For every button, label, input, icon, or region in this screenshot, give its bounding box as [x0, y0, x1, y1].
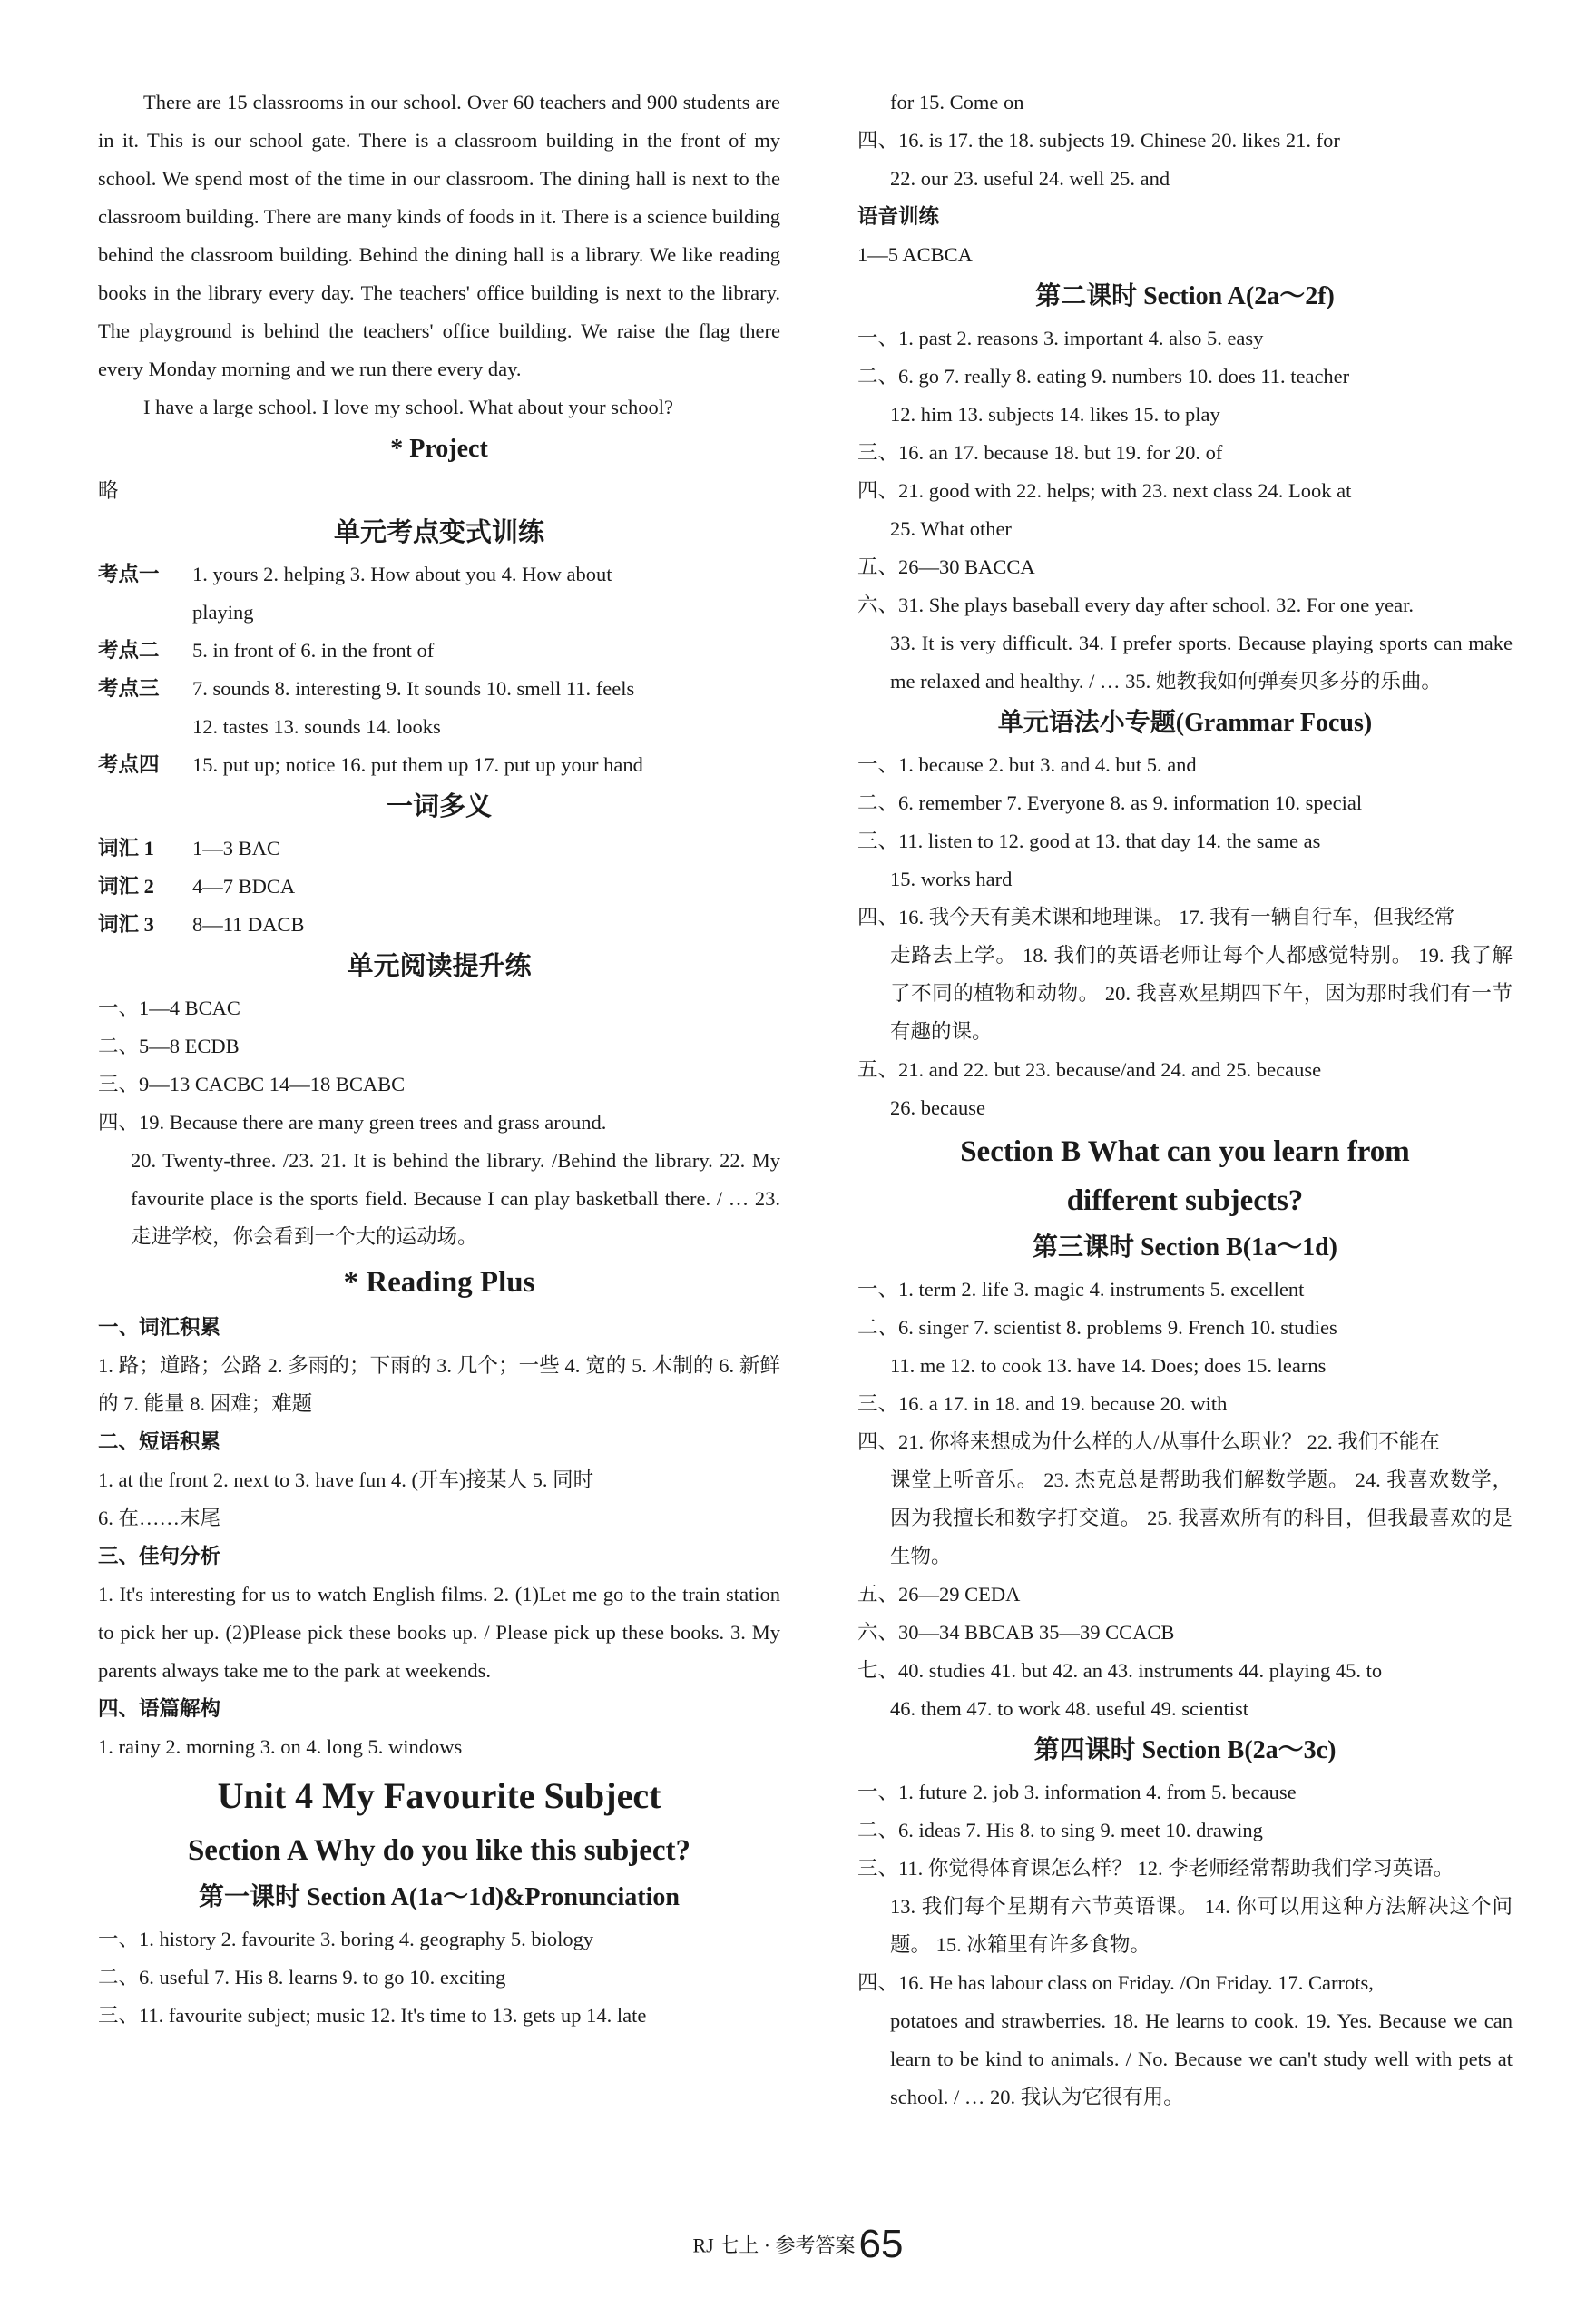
section-b-title: Section B What can you learn from	[960, 1135, 1410, 1168]
answer-line: 六、31. She plays baseball every day after school. 32. For one year.	[857, 594, 1414, 616]
yici-row	[98, 830, 780, 868]
subsection-title: 二、短语积累	[98, 1430, 221, 1453]
yici-answer: 1—3 BAC	[192, 837, 280, 859]
answer-line: 26. because	[890, 1096, 985, 1119]
kaodian-line: 15. put up; notice 16. put them up 17. put up your hand	[192, 753, 643, 776]
answer-line: 一、1—4 BCAC	[98, 997, 240, 1019]
answer-line: 五、21. and 22. but 23. because/and 24. and 25. because	[857, 1058, 1322, 1081]
answer-line: 七、40. studies 41. but 42. an 43. instruments 44. playing 45. to	[857, 1659, 1383, 1682]
answer-line: 三、11. favourite subject; music 12. It's time to 13. gets up 14. late	[98, 2004, 647, 2027]
answer-paragraph: 1. 路；道路；公路 2. 多雨的；下雨的 3. 几个；一些 4. 宽的 5. 木制的 6. 新鲜的 7. 能量 8. 困难；难题	[98, 1354, 780, 1415]
answer-paragraph: 走路去上学。 18. 我们的英语老师让每个人都感觉特别。 19. 我了解了不同的植物和动物。 20. 我喜欢星期四下午，因为那时我们有一节有趣的课。	[890, 944, 1513, 1043]
essay-paragraph-2: I have a large school. I love my school. What about your school?	[143, 396, 674, 418]
answer-line: 五、26—30 BACCA	[857, 555, 1035, 578]
answer-line: 三、11. listen to 12. good at 13. that day 14. the same as	[857, 830, 1321, 852]
answer-line: 一、1. because 2. but 3. and 4. but 5. and	[857, 753, 1197, 776]
answer-line: 46. them 47. to work 48. useful 49. scientist	[890, 1697, 1248, 1720]
answer-paragraph: 20. Twenty-three. /23. 21. It is behind the library. /Behind the library. 22. My favourite place is the sports field. Because I can play basketball there. / … 23. 走进学校，你会看到一个大的运动场。	[131, 1149, 780, 1248]
answer-line: 四、16. 我今天有美术课和地理课。 17. 我有一辆自行车，但我经常	[857, 906, 1455, 928]
answer-line: 一、1. future 2. job 3. information 4. from 5. because	[857, 1781, 1297, 1803]
answer-line: 四、16. is 17. the 18. subjects 19. Chinese 20. likes 21. for	[857, 129, 1340, 152]
lesson-2-heading: 第二课时 Section A(2a～2f)	[1035, 282, 1335, 310]
yici-row	[98, 868, 780, 906]
kaodian-row	[98, 555, 780, 632]
yici-label: 词汇 3	[98, 913, 154, 936]
answer-line: 一、1. history 2. favourite 3. boring 4. geography 5. biology	[98, 1928, 594, 1950]
subsection-title: 语音训练	[857, 205, 940, 228]
right-column	[857, 83, 1513, 2116]
reading-plus-heading: * Reading Plus	[343, 1266, 535, 1299]
answer-paragraph: 课堂上听音乐。 23. 杰克总是帮助我们解数学题。 24. 我喜欢数学，因为我擅长和数字打交道。 25. 我喜欢所有的科目，但我最喜欢的是生物。	[890, 1468, 1513, 1567]
answer-line: 12. him 13. subjects 14. likes 15. to play	[890, 403, 1220, 426]
footer-label: RJ 七上 · 参考答案	[692, 2234, 856, 2257]
kaodian-row	[98, 670, 780, 746]
page-footer	[0, 2222, 1596, 2267]
yuedu-heading: 单元阅读提升练	[347, 952, 532, 981]
kaodian-label: 考点二	[98, 639, 160, 662]
answer-line: 五、26—29 CEDA	[857, 1583, 1021, 1606]
answer-line: 四、16. He has labour class on Friday. /On Friday. 17. Carrots,	[857, 1971, 1374, 1994]
kaodian-line: playing	[192, 601, 254, 624]
kaodian-heading: 单元考点变式训练	[333, 518, 544, 547]
answer-line: 二、6. useful 7. His 8. learns 9. to go 10. exciting	[98, 1966, 506, 1989]
kaodian-line: 12. tastes 13. sounds 14. looks	[192, 715, 441, 738]
left-column	[98, 83, 780, 2035]
section-b-title: different subjects?	[1066, 1184, 1304, 1217]
kaodian-row	[98, 746, 780, 784]
section-a-title: Section A Why do you like this subject?	[187, 1834, 691, 1867]
answer-line: 三、11. 你觉得体育课怎么样？ 12. 李老师经常帮助我们学习英语。	[857, 1857, 1454, 1880]
project-content: 略	[98, 479, 119, 502]
unit-title: Unit 4 My Favourite Subject	[217, 1775, 661, 1816]
answer-line: 二、6. singer 7. scientist 8. problems 9. French 10. studies	[857, 1316, 1337, 1339]
yici-answer: 4—7 BDCA	[192, 875, 296, 898]
kaodian-label: 考点三	[98, 677, 160, 700]
answer-line: 三、9—13 CACBC 14—18 BCABC	[98, 1073, 406, 1095]
answer-paragraph: potatoes and strawberries. 18. He learns to cook. 19. Yes. Because we can learn to be kind to animals. / No. Because we can't study well with pets at school. / … 20. 我认为它很有用。	[890, 2009, 1513, 2108]
answer-line: 三、16. an 17. because 18. but 19. for 20. of	[857, 441, 1223, 464]
grammar-heading: 单元语法小专题(Grammar Focus)	[997, 709, 1373, 737]
answer-line: 六、30—34 BBCAB 35—39 CCACB	[857, 1621, 1175, 1644]
kaodian-label: 考点一	[98, 563, 160, 585]
answer-line: 1. at the front 2. next to 3. have fun 4. (开车)接某人 5. 同时	[98, 1468, 594, 1491]
answer-line: 15. works hard	[890, 868, 1013, 890]
kaodian-line: 1. yours 2. helping 3. How about you 4. How about	[192, 563, 612, 585]
yici-row	[98, 906, 780, 944]
lesson-3-heading: 第三课时 Section B(1a～1d)	[1032, 1233, 1337, 1262]
answer-line: 22. our 23. useful 24. well 25. and	[890, 167, 1170, 190]
yici-label: 词汇 1	[98, 837, 154, 859]
answer-line: 二、6. ideas 7. His 8. to sing 9. meet 10. drawing	[857, 1819, 1263, 1841]
answer-line: 四、21. good with 22. helps; with 23. next class 24. Look at	[857, 479, 1352, 502]
answer-paragraph: 13. 我们每个星期有六节英语课。 14. 你可以用这种方法解决这个问题。 15. 冰箱里有许多食物。	[890, 1895, 1513, 1956]
answer-line: 1—5 ACBCA	[857, 243, 973, 266]
answer-line: 二、6. remember 7. Everyone 8. as 9. information 10. special	[857, 791, 1363, 814]
subsection-title: 一、词汇积累	[98, 1316, 221, 1339]
kaodian-line: 7. sounds 8. interesting 9. It sounds 10. smell 11. feels	[192, 677, 635, 700]
lesson-4-heading: 第四课时 Section B(2a～3c)	[1033, 1736, 1337, 1764]
essay-paragraph-1: There are 15 classrooms in our school. Over 60 teachers and 900 students are in it. This is our school gate. There is a classroom building in the front of my school. We spend most of the time in our classroom. The dining hall is next to the classroom building. There are many kinds of foods in it. There is a science building behind the classroom building. Behind the dining hall is a library. We like reading books in the library every day. The teachers' office building is next to the library. The playground is behind the teachers' office building. We raise the flag there every Monday morning and we run there every day.	[98, 91, 780, 380]
answer-line: 1. rainy 2. morning 3. on 4. long 5. windows	[98, 1735, 463, 1758]
answer-line: 二、6. go 7. really 8. eating 9. numbers 10. does 11. teacher	[857, 365, 1350, 388]
subsection-title: 四、语篇解构	[98, 1697, 221, 1720]
answer-paragraph: 1. It's interesting for us to watch English films. 2. (1)Let me go to the train station to pick her up. (2)Please pick these books up. / Please pick up these books. 3. My parents always take me to the park at weekends.	[98, 1583, 780, 1682]
page-number: 65	[858, 2222, 904, 2266]
answer-line: 四、19. Because there are many green trees and grass around.	[98, 1111, 607, 1134]
yici-heading: 一词多义	[386, 792, 492, 821]
kaodian-label: 考点四	[98, 753, 160, 776]
kaodian-row	[98, 632, 780, 670]
answer-line: 一、1. past 2. reasons 3. important 4. also 5. easy	[857, 327, 1264, 349]
answer-line: 三、16. a 17. in 18. and 19. because 20. with	[857, 1392, 1228, 1415]
subsection-title: 三、佳句分析	[98, 1545, 221, 1567]
answer-line: for 15. Come on	[890, 91, 1024, 113]
answer-line: 6. 在……末尾	[98, 1507, 221, 1529]
answer-paragraph: 33. It is very difficult. 34. I prefer sports. Because playing sports can make me relaxed and healthy. / … 35. 她教我如何弹奏贝多芬的乐曲。	[890, 632, 1513, 692]
answer-line: 二、5—8 ECDB	[98, 1035, 240, 1057]
answer-line: 一、1. term 2. life 3. magic 4. instruments 5. excellent	[857, 1278, 1305, 1301]
kaodian-line: 5. in front of 6. in the front of	[192, 639, 435, 662]
yici-answer: 8—11 DACB	[192, 913, 305, 936]
yici-label: 词汇 2	[98, 875, 154, 898]
answer-line: 四、21. 你将来想成为什么样的人/从事什么职业？ 22. 我们不能在	[857, 1430, 1440, 1453]
answer-line: 11. me 12. to cook 13. have 14. Does; does 15. learns	[890, 1354, 1327, 1377]
lesson-1-heading: 第一课时 Section A(1a～1d)&Pronunciation	[199, 1883, 680, 1911]
answer-line: 25. What other	[890, 517, 1012, 540]
project-heading: * Project	[390, 435, 488, 463]
